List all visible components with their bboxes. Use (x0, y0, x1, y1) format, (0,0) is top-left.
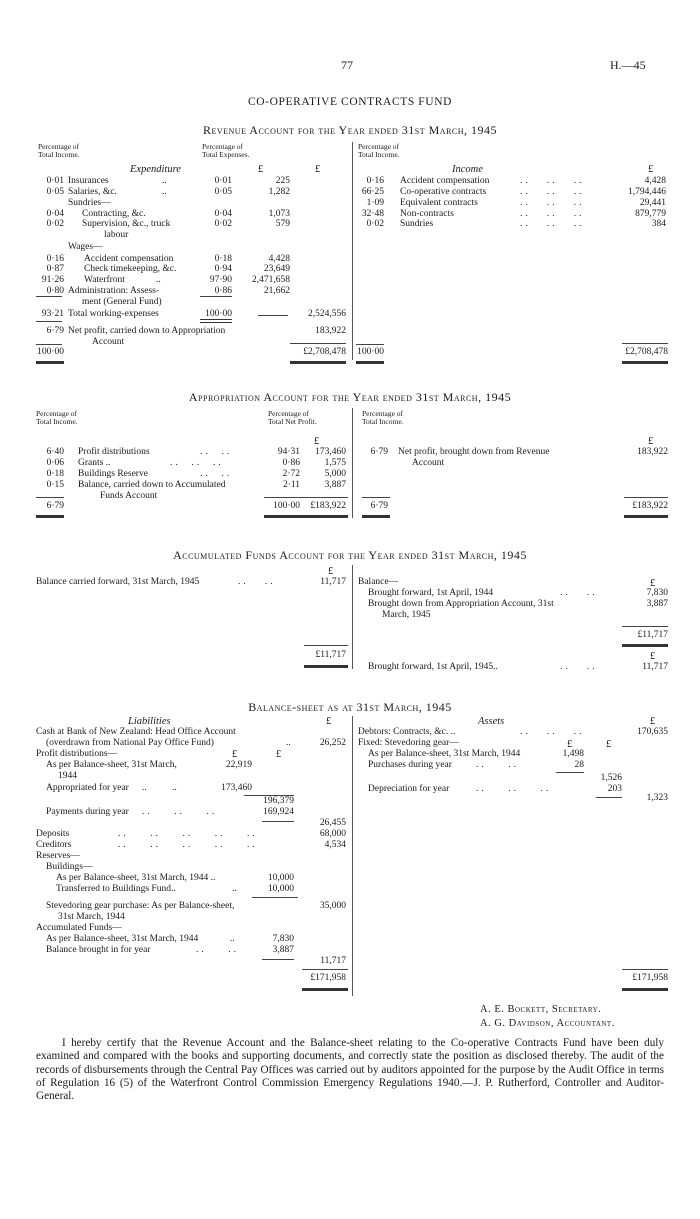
inc-dots: .. .. .. (520, 198, 585, 208)
rule (262, 821, 294, 822)
total-working-pct2: 100·00 (205, 309, 232, 319)
rule (36, 515, 64, 518)
pd-head: Profit distributions— (36, 749, 118, 759)
acc-dots: .. .. (238, 577, 276, 587)
pound-sign: £ (314, 436, 320, 447)
inc-amount: 4,428 (644, 176, 666, 186)
net-profit-amount: 183,922 (315, 326, 346, 336)
rule (556, 772, 584, 773)
rule (622, 644, 668, 647)
creditors-amount: 4,534 (324, 840, 346, 850)
rule (302, 969, 348, 970)
af-total: 11,717 (320, 956, 346, 966)
app-total-pct: 6·79 (46, 501, 64, 511)
app-label: Profit distributions (78, 447, 150, 457)
inc-dots: .. .. .. (520, 187, 585, 197)
inc-dots: .. .. .. (520, 219, 585, 229)
app-pct2: 0·86 (282, 458, 300, 468)
exp-label: Check timekeeping, &c. (84, 264, 177, 274)
acc-right-amount: 3,887 (646, 599, 668, 609)
buildings-label: Buildings— (46, 862, 93, 872)
column-divider (352, 142, 353, 360)
fixed-row: Purchases during year (368, 760, 452, 770)
exp-pct2: 0·01 (214, 176, 232, 186)
column-divider (352, 565, 353, 669)
af-head: Accumulated Funds— (36, 923, 122, 933)
exp-pct: 0·02 (46, 219, 64, 229)
exp-pct2: 97·90 (209, 275, 232, 285)
inc-pct: 32·48 (361, 209, 384, 219)
acc-dots: .. .. (560, 662, 598, 672)
dots: .. .. (196, 945, 239, 955)
rev-income-pct-head: Percentage of Total Income. (358, 142, 400, 159)
rule (622, 969, 668, 970)
exp-total-amount: £2,708,478 (303, 347, 346, 357)
fixed-row: Depreciation for year (368, 784, 450, 794)
inc-amount: 1,794,446 (628, 187, 666, 197)
af-amount: 7,830 (272, 934, 294, 944)
stevedoring-amount: 35,000 (319, 901, 346, 911)
inc-label: Sundries (400, 219, 434, 229)
app-pct2: 2·72 (282, 469, 300, 479)
total-working-pct: 93·21 (41, 309, 64, 319)
inc-total-pct: 100·00 (357, 347, 384, 357)
appropriation-title: Appropriation Account for the Year ended 31st March, 1945 (188, 390, 512, 404)
app-pct: 0·18 (46, 469, 64, 479)
accountant-signature: A. G. Davidson, Accountant. (480, 1018, 615, 1029)
rule (264, 515, 348, 518)
exp-amount: 21,662 (263, 286, 290, 296)
dots: .. .. .. .. .. (118, 840, 258, 850)
acc-right-label: Brought down from Appropriation Account, 31st (368, 599, 554, 609)
column-divider (352, 408, 353, 518)
app-amount: 3,887 (324, 480, 346, 490)
rule (356, 344, 384, 345)
inc-dots: .. .. .. (520, 176, 585, 186)
app-label-cont: Funds Account (100, 491, 158, 501)
secretary-signature: A. E. Bockett, Secretary. (480, 1004, 602, 1015)
inc-label: Equivalent contracts (400, 198, 478, 208)
inc-pct: 0·16 (366, 176, 384, 186)
exp-pct: 0·01 (46, 176, 64, 186)
exp-amount: 1,282 (268, 187, 290, 197)
rule (624, 515, 668, 518)
pd-subtotal: 196,379 (263, 796, 294, 806)
exp-pct: 0·04 (46, 209, 64, 219)
app-right-total-pct: 6·79 (370, 501, 388, 511)
inc-pct: 1·09 (366, 198, 384, 208)
pound-sign: £ (232, 749, 238, 760)
app-pct2: 94·31 (277, 447, 300, 457)
total-working-label: Total working-expenses (68, 309, 159, 319)
exp-amount: 4,428 (268, 254, 290, 264)
fixed-net: 1,323 (646, 793, 668, 803)
app-pct2: 2·11 (282, 480, 300, 490)
pound-sign: £ (648, 164, 654, 175)
exp-amount: 225 (275, 176, 290, 186)
debtors-label: Debtors: Contracts, &c. .. (358, 727, 456, 737)
acc-right-head: Balance— (358, 577, 399, 587)
page-reference: H.—45 (610, 58, 646, 72)
deposits-label: Deposits (36, 829, 70, 839)
inc-amount: 384 (651, 219, 666, 229)
exp-pct: 0·16 (46, 254, 64, 264)
dots: .. (172, 783, 177, 793)
exp-pct: 0·05 (46, 187, 64, 197)
exp-pct2: 0·04 (214, 209, 232, 219)
exp-pct2: 0·05 (214, 187, 232, 197)
acc-left-label: Balance carried forward, 31st March, 1945 (36, 577, 200, 587)
pound-sign: £ (650, 651, 656, 662)
acc-bf-amount: 11,717 (642, 662, 668, 672)
document-title: CO-OPERATIVE CONTRACTS FUND (247, 96, 453, 108)
revenue-title: Revenue Account for the Year ended 31st March, 1945 (202, 123, 498, 137)
acc-right-total: £11,717 (637, 630, 668, 640)
af-row: As per Balance-sheet, 31st March, 1944 (46, 934, 199, 944)
acc-bf-label: Brought forward, 1st April, 1945.. (368, 662, 498, 672)
inc-label: Co-operative contracts (400, 187, 487, 197)
dots: .. (230, 934, 235, 944)
pound-sign: £ (650, 716, 656, 727)
pound-sign: £ (258, 164, 264, 175)
fixed-subtotal: 1,526 (600, 773, 622, 783)
exp-label: labour (104, 230, 129, 240)
accumulated-title: Accumulated Funds Account for the Year ended 31st March, 1945 (173, 548, 527, 562)
exp-pct2: 0·18 (214, 254, 232, 264)
app-pct-profit-head: Percentage of Total Net Profit. (268, 409, 317, 426)
rule (36, 321, 62, 322)
audit-certificate: I hereby certify that the Revenue Account and the Balance-sheet relating to the Co-operative Contracts Fund have been duly examined and compared with the books and supporting documents, and correctly state the position as disclosed thereby. The audit of the records of disbursements through the Central Pay Offices was carried out by auditors appointed for the purpose by the Audit Office in terms of Regulation 16 (5) of the Waterfront Control Commission Emergency Regulations 1940.—J. P. Rutherford, Controller and Auditor-General. (36, 1037, 664, 1103)
app-amount: 173,460 (315, 447, 346, 457)
income-label: Income (452, 164, 483, 175)
exp-pct2: 0·94 (214, 264, 232, 274)
app-pct-income-head: Percentage of Total Income. (36, 409, 78, 426)
app-amount: 5,000 (324, 469, 346, 479)
inc-amount: 29,441 (639, 198, 666, 208)
exp-amount: 1,073 (268, 209, 290, 219)
inc-total-amount: £2,708,478 (625, 347, 668, 357)
exp-label: Supervision, &c., truck (82, 219, 171, 229)
balance-title: Balance-sheet as at 31st March, 1945 (248, 700, 452, 714)
rule (290, 361, 346, 364)
rule (262, 959, 294, 960)
page-number: 77 (341, 58, 353, 72)
net-profit-pct: 6·79 (46, 326, 64, 336)
exp-amount: 579 (275, 219, 290, 229)
assets-total: £171,958 (632, 973, 668, 983)
rule (304, 665, 348, 668)
debtors-amount: 170,635 (637, 727, 668, 737)
exp-total-pct: 100·00 (37, 347, 64, 357)
exp-pct: 91·26 (41, 275, 64, 285)
inc-label: Non-contracts (400, 209, 454, 219)
acc-left-amount: 11,717 (320, 577, 346, 587)
inc-pct: 0·02 (366, 219, 384, 229)
pound-sign: £ (567, 739, 573, 750)
app-dots: .. .. (200, 469, 233, 479)
pound-sign: £ (648, 436, 654, 447)
creditors-label: Creditors (36, 840, 72, 850)
fixed-row: As per Balance-sheet, 31st March, 1944 (368, 749, 521, 759)
rule (200, 319, 232, 323)
acc-right-label-cont: March, 1945 (382, 610, 431, 620)
af-amount: 3,887 (272, 945, 294, 955)
inc-label: Accident compensation (400, 176, 490, 186)
dots: .. .. .. (476, 784, 552, 794)
exp-label: Accident compensation (84, 254, 174, 264)
rule (36, 361, 64, 364)
acc-right-label: Brought forward, 1st April, 1944 (368, 588, 494, 598)
app-total-pct2: 100·00 (273, 501, 300, 511)
assets-label: Assets (478, 716, 505, 727)
pd-label: Appropriated for year (46, 783, 129, 793)
dots: .. (232, 884, 237, 894)
acc-right-amount: 7,830 (646, 588, 668, 598)
pound-sign: £ (650, 578, 656, 589)
pd-label: Payments during year (46, 807, 129, 817)
rule (302, 988, 348, 991)
rule (36, 344, 62, 345)
reserves-label: Reserves— (36, 851, 80, 861)
rule (624, 497, 668, 498)
exp-label: ment (General Fund) (82, 297, 162, 307)
dots: .. .. .. .. .. (118, 829, 258, 839)
fixed-amount: 28 (574, 760, 584, 770)
rule (290, 343, 346, 344)
exp-label: Wages— (68, 242, 103, 252)
app-right-label: Net profit, brought down from Revenue (398, 447, 550, 457)
app-label: Grants .. (78, 458, 111, 468)
total-working-amount: 2,524,556 (308, 309, 346, 319)
cash-label: Cash at Bank of New Zealand: Head Office Account (36, 727, 236, 737)
exp-label: Administration: Assess- (68, 286, 160, 296)
pd-amount: 22,919 (225, 760, 252, 770)
pound-sign: £ (328, 566, 334, 577)
rule (362, 515, 390, 518)
exp-pct2: 0·86 (214, 286, 232, 296)
app-dots: .. .. .. (170, 458, 224, 468)
acc-dots: .. .. (560, 588, 598, 598)
fixed-amount: 203 (607, 784, 622, 794)
app-pct: 6·40 (46, 447, 64, 457)
exp-label: Sundries— (68, 198, 111, 208)
app-pct: 0·06 (46, 458, 64, 468)
rule (304, 645, 348, 646)
exp-pct: 0·80 (46, 286, 64, 296)
pd-amount: 173,460 (221, 783, 252, 793)
fixed-amount: 1,498 (562, 749, 584, 759)
liabilities-label: Liabilities (128, 716, 171, 727)
app-dots: .. .. (200, 447, 233, 457)
pd-amount: 169,924 (263, 807, 294, 817)
dots: .. (286, 738, 291, 748)
pd-label: As per Balance-sheet, 31st March, (46, 760, 177, 770)
dots: .. .. (476, 760, 519, 770)
exp-dots: .. (162, 187, 167, 197)
rule (622, 988, 668, 991)
exp-label: Insurances (68, 176, 109, 186)
liabilities-total: £171,958 (310, 973, 346, 983)
rule (252, 897, 298, 898)
buildings-row: As per Balance-sheet, 31st March, 1944 .. (56, 873, 216, 883)
buildings-amount: 10,000 (267, 884, 294, 894)
rule (36, 296, 62, 297)
exp-dots: .. (156, 275, 161, 285)
inc-pct: 66·25 (361, 187, 384, 197)
exp-dots: .. (162, 176, 167, 186)
rule (622, 361, 668, 364)
exp-pct2: 0·02 (214, 219, 232, 229)
pd-label-cont: 1944 (58, 771, 77, 781)
rule (258, 315, 288, 316)
pound-sign: £ (315, 164, 321, 175)
rev-pct-expenses-head: Percentage of Total Expenses. (202, 142, 250, 159)
app-right-label-cont: Account (412, 458, 445, 468)
rule (622, 626, 668, 627)
cash-amount: 26,252 (319, 738, 346, 748)
inc-amount: 879,779 (635, 209, 666, 219)
app-total-amount: £183,922 (310, 501, 346, 511)
dots: .. (142, 783, 147, 793)
net-profit-label: Net profit, carried down to Appropriation (68, 326, 226, 336)
app-right-total-amount: £183,922 (632, 501, 668, 511)
app-label: Balance, carried down to Accumulated (78, 480, 226, 490)
pound-sign: £ (276, 749, 282, 760)
acc-left-total: £11,717 (315, 650, 346, 660)
pd-net: 26,455 (319, 818, 346, 828)
inc-dots: .. .. .. (520, 209, 585, 219)
pound-sign: £ (606, 739, 612, 750)
exp-amount: 2,471,658 (252, 275, 290, 285)
rev-pct-income-head: Percentage of Total Income. (38, 142, 80, 159)
exp-pct: 0·87 (46, 264, 64, 274)
expenditure-label: Expenditure (130, 164, 181, 175)
rule (264, 497, 348, 498)
exp-label: Salaries, &c. (68, 187, 117, 197)
dots: .. .. .. (142, 807, 218, 817)
rule (36, 497, 64, 498)
rule (622, 343, 668, 344)
net-profit-label-cont: Account (92, 337, 125, 347)
dots: .. .. .. (520, 727, 585, 737)
cash-label-cont: (overdrawn from National Pay Office Fund) (46, 738, 214, 748)
exp-amount: 23,649 (263, 264, 290, 274)
pound-sign: £ (326, 716, 332, 727)
app-right-amount: 183,922 (637, 447, 668, 457)
stevedoring-label: Stevedoring gear purchase: As per Balance-sheet, (46, 901, 235, 911)
app-right-pct-head: Percentage of Total Income. (362, 409, 404, 426)
buildings-amount: 10,000 (267, 873, 294, 883)
app-pct: 0·15 (46, 480, 64, 490)
stevedoring-label-cont: 31st March, 1944 (58, 912, 125, 922)
af-row: Balance brought in for year (46, 945, 151, 955)
fixed-label: Fixed: Stevedoring gear— (358, 738, 459, 748)
buildings-row: Transferred to Buildings Fund.. (56, 884, 176, 894)
exp-label: Contracting, &c. (82, 209, 146, 219)
rule (362, 497, 390, 498)
exp-label: Waterfront (84, 275, 125, 285)
rule (200, 296, 232, 297)
app-amount: 1,575 (324, 458, 346, 468)
deposits-amount: 68,000 (319, 829, 346, 839)
rule (356, 361, 384, 364)
app-label: Buildings Reserve (78, 469, 148, 479)
column-divider (352, 716, 353, 996)
app-right-pct: 6·79 (370, 447, 388, 457)
